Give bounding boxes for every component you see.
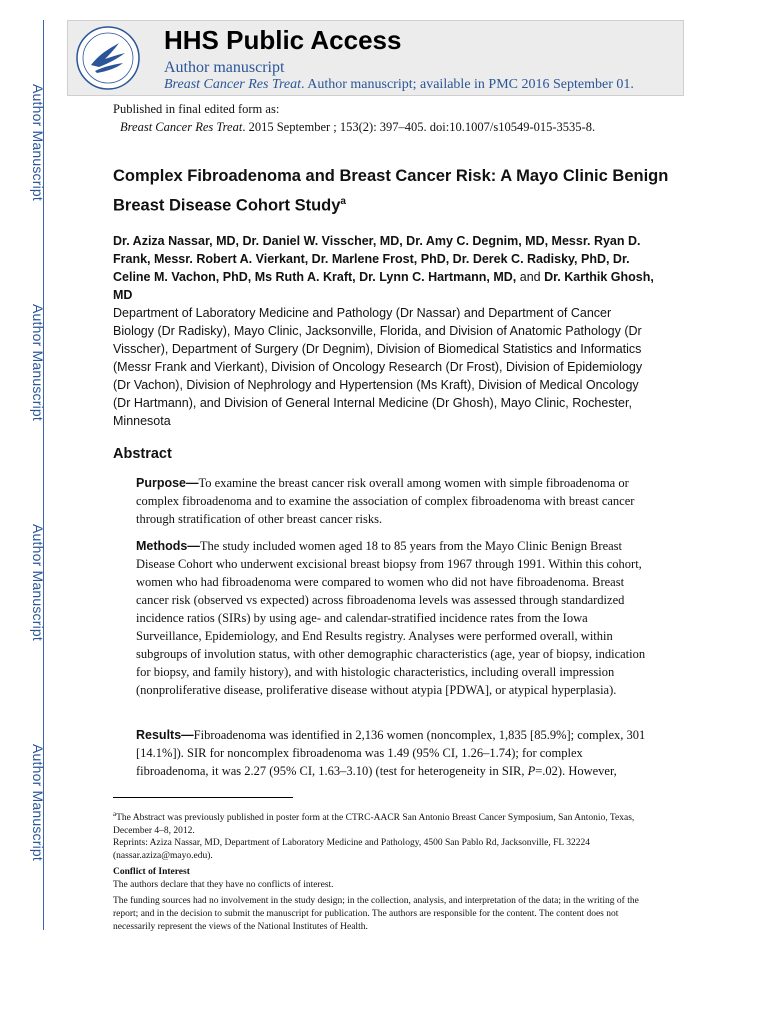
- author-manuscript-label: Author Manuscript: [30, 84, 46, 202]
- abstract-purpose: [136, 474, 646, 528]
- citation: [113, 118, 595, 136]
- methods-label: Methods—: [136, 539, 200, 553]
- hhs-seal-icon: [75, 25, 141, 91]
- author-manuscript-label: Author Manuscript: [30, 524, 46, 642]
- article-title-text: Complex Fibroadenoma and Breast Cancer Risk: A Mayo Clinic Benign Breast Disease Cohort Study: [113, 167, 669, 215]
- conflict-text: The authors declare that they have no conflicts of interest.: [113, 880, 334, 890]
- author-manuscript-label: Author Manuscript: [30, 304, 46, 422]
- citation-journal: Breast Cancer Res Treat: [120, 120, 243, 134]
- conflict-heading: Conflict of Interest: [113, 867, 190, 877]
- hhs-header: [67, 20, 684, 96]
- affiliations: Department of Laboratory Medicine and Pathology (Dr Nassar) and Department of Cancer Biology (Dr Radisky), Mayo Clinic, Jacksonville, Florida, and Division of Anatomic Pathology (Dr Visscher), Department of Surgery (Dr Degnim), Division of Biomedical Statistics and Informatics (Messr Frank and Vierkant), Division of Oncology Research (Dr Frost), Division of Epidemiology (Dr Vachon), Division of Nephrology and Hypertension (Ms Kraft), Division of Medical Oncology (Dr Hartmann), and Division of General Internal Medicine (Dr Ghosh), Mayo Clinic, Rochester, Minnesota: [113, 306, 643, 428]
- abstract-methods: [136, 537, 646, 699]
- title-footnote-mark: a: [340, 196, 346, 207]
- availability-text: . Author manuscript; available in PMC 2016 September 01.: [301, 77, 634, 92]
- author-manuscript-label: Author Manuscript: [30, 744, 46, 862]
- published-label: Published in final edited form as:: [113, 102, 280, 116]
- footnote-a-mark: a: [113, 810, 117, 818]
- results-label: Results—: [136, 728, 194, 742]
- journal-name: Breast Cancer Res Treat: [164, 77, 302, 92]
- results-text-a: Fibroadenoma was identified in 2,136 women (noncomplex, 1,835 [85.9%]; complex, 301 [14.1%]). SIR for noncomplex fibroadenoma was 1.49 (95% CI, 1.26–1.74); for complex fibroadenoma, it was 2.27 (95% CI, 1.63–3.10) (test for heterogeneity in SIR,: [136, 728, 646, 778]
- citation-details: . 2015 September ; 153(2): 397–405. doi:10.1007/s10549-015-3535-8.: [242, 120, 596, 134]
- abstract-heading: Abstract: [113, 446, 172, 462]
- reprints-note: Reprints: Aziza Nassar, MD, Department of Laboratory Medicine and Pathology, 4500 San Pablo Rd, Jacksonville, FL 32224 (nassar.aziza@mayo.edu).: [113, 838, 590, 861]
- funding-note: The funding sources had no involvement in the study design; in the collection, analysis, and interpretation of the data; in the writing of the report; and in the decision to submit the manuscript for publication. The authors are responsible for the content. The content does not necessarily represent the views of the National Institutes of Health.: [113, 896, 639, 932]
- author-manuscript-subtitle: Author manuscript: [164, 59, 285, 76]
- methods-text: The study included women aged 18 to 85 years from the Mayo Clinic Benign Breast Disease Cohort who underwent excisional breast biopsy from 1967 through 1991. Within this cohort, women who had fibroadenoma were compared to women who did not have fibroadenoma. Breast cancer risk (observed vs expected) across fibroadenoma levels was assessed through standardized incidence ratios (SIRs) by using age- and calendar-stratified incidence rates from the Iowa Surveillance, Epidemiology, and End Results registry. Analyses were performed overall, within subgroups of involution status, with other demographic characteristics (age, year of biopsy, indication for biopsy, and family history), and with histologic characteristics, including overall impression (nonproliferative disease, proliferative disease without atypia [PDWA], or atypical hyperplasia).: [136, 539, 646, 697]
- footnote-a-text: The Abstract was previously published in poster form at the CTRC-AACR San Antonio Breast Cancer Symposium, San Antonio, Texas, December 4–8, 2012.: [113, 813, 635, 837]
- results-text-b: =.02). However,: [535, 764, 617, 778]
- results-p-symbol: P: [527, 764, 536, 778]
- hhs-public-access-title: HHS Public Access: [164, 25, 402, 55]
- authors-and: and: [516, 270, 545, 284]
- footnote-divider: [113, 797, 293, 798]
- published-info: [113, 100, 595, 136]
- purpose-text: To examine the breast cancer risk overall among women with simple fibroadenoma or complex fibroadenoma and to examine the association of complex fibroadenoma with breast cancer through stratification of other breast cancer risks.: [136, 476, 635, 526]
- authors-last: Dr. Karthik Ghosh, MD: [113, 270, 654, 302]
- article-title: [113, 164, 673, 219]
- purpose-label: Purpose—: [136, 476, 199, 490]
- footnote-a: [113, 808, 658, 838]
- authors-main: Dr. Aziza Nassar, MD, Dr. Daniel W. Visscher, MD, Dr. Amy C. Degnim, MD, Messr. Ryan D. Frank, Messr. Robert A. Vierkant, Dr. Marlene Frost, PhD, Dr. Derek C. Radisky, PhD, Dr. Celine M. Vachon, PhD, Ms Ruth A. Kraft, Dr. Lynn C. Hartmann, MD,: [113, 234, 641, 284]
- abstract-results: [136, 726, 646, 780]
- journal-availability: [164, 77, 634, 93]
- author-list: [113, 232, 658, 304]
